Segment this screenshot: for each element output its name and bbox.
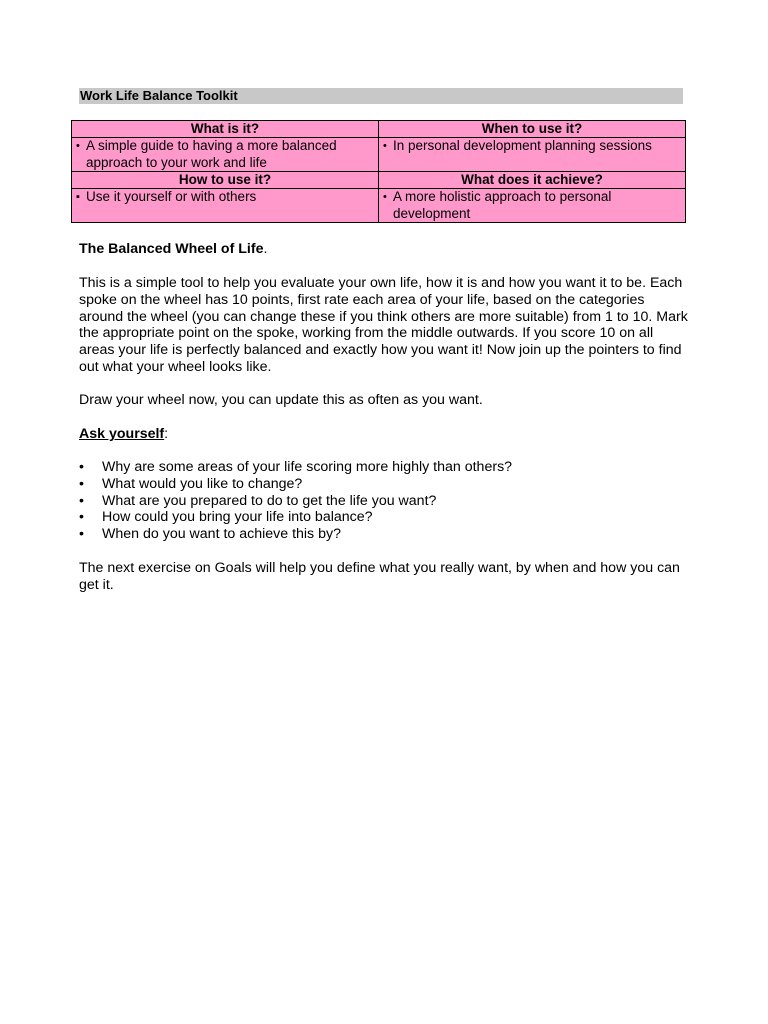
list-item <box>79 509 689 526</box>
bullet-icon: • <box>383 191 387 203</box>
question-list-wrap <box>79 459 689 543</box>
bullet-icon: • <box>79 492 84 509</box>
section-title: The Balanced Wheel of Life <box>79 241 264 257</box>
ask-heading-suffix: : <box>164 426 169 442</box>
cell-text: A simple guide to having a more balanced approach to your work and life <box>86 138 337 170</box>
header-what-achieve: What does it achieve? <box>379 172 686 189</box>
table-row <box>72 138 686 172</box>
list-item <box>79 493 689 510</box>
list-item <box>79 476 689 493</box>
bullet-icon: • <box>383 140 387 152</box>
goals-paragraph: The next exercise on Goals will help you define what you really want, by when and how you can get it. <box>79 560 680 593</box>
table-header-row <box>72 121 686 138</box>
draw-paragraph: Draw your wheel now, you can update this as often as you want. <box>79 392 483 408</box>
cell-text: Use it yourself or with others <box>86 189 257 204</box>
bullet-icon: • <box>79 509 84 526</box>
document-title: Work Life Balance Toolkit <box>79 88 683 104</box>
table-row <box>72 189 686 223</box>
bullet-icon: • <box>79 459 84 475</box>
question-text: When do you want to achieve this by? <box>102 526 341 543</box>
question-text: What are you prepared to do to get the life you want? <box>102 492 437 509</box>
ask-heading-text: Ask yourself <box>79 426 165 442</box>
question-text: What would you like to change? <box>102 475 303 492</box>
summary-table <box>71 120 686 223</box>
bullet-icon: ▪ <box>76 191 80 203</box>
bullet-icon: • <box>76 140 80 152</box>
section-heading <box>79 241 689 258</box>
list-item <box>79 526 689 543</box>
cell-what-is-it <box>72 138 379 172</box>
question-text: How could you bring your life into balance? <box>102 509 373 526</box>
list-item <box>79 459 689 476</box>
cell-text: A more holistic approach to personal development <box>393 189 612 221</box>
header-when-to-use: When to use it? <box>379 121 686 138</box>
bullet-icon: • <box>79 475 84 492</box>
question-list <box>79 459 689 543</box>
header-what-is-it: What is it? <box>72 121 379 138</box>
header-how-to-use: How to use it? <box>72 172 379 189</box>
intro-paragraph: This is a simple tool to help you evaluate your own life, how it is and how you want it to be. Each spoke on the wheel has 10 points, first rate each area of your life, based on the categories around the wheel (you can change these if you think others are more suitable) from 1 to 10. Mark the appropriate point on the spoke, working from the middle outwards. If you score 10 on all areas your life is perfectly balanced and exactly how you want it! Now join up the pointers to find out what your wheel looks like. <box>79 275 688 375</box>
table-header-row <box>72 172 686 189</box>
cell-text: In personal development planning sessions <box>393 138 652 153</box>
cell-when-to-use <box>379 138 686 172</box>
section-title-suffix: . <box>263 241 268 257</box>
bullet-icon: • <box>79 526 84 543</box>
cell-how-to-use <box>72 189 379 223</box>
question-text: Why are some areas of your life scoring more highly than others? <box>102 459 513 475</box>
cell-what-achieve <box>379 189 686 223</box>
ask-heading <box>79 426 689 443</box>
